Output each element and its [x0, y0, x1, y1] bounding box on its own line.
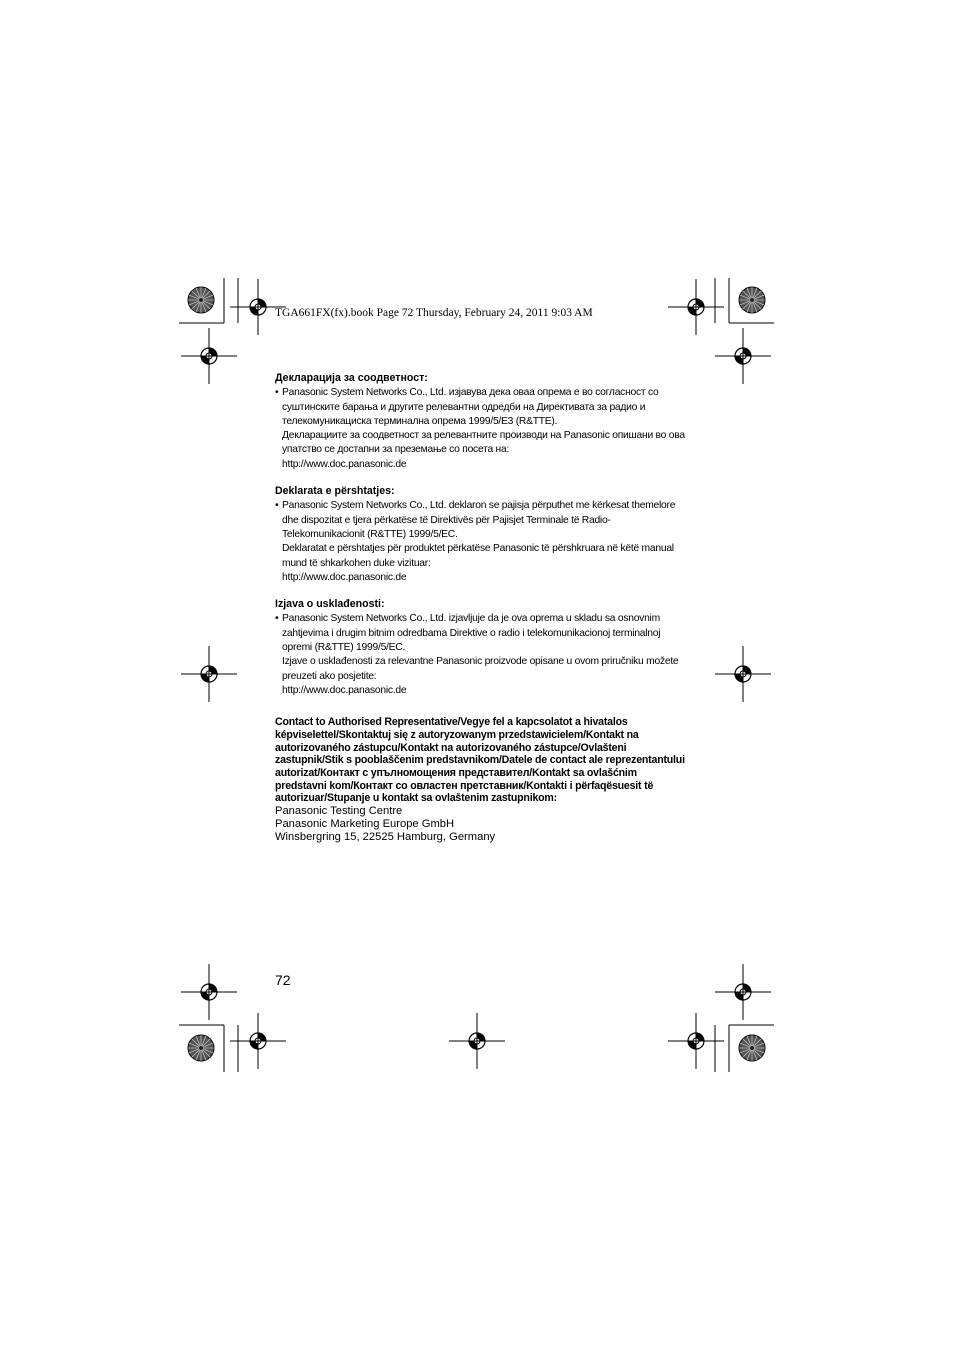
- crosshair-registration-icon: [181, 328, 237, 384]
- top-right-marks: [668, 278, 774, 384]
- contact-line: Panasonic Marketing Europe GmbH: [275, 818, 455, 831]
- starburst-target-icon: [739, 287, 765, 313]
- contact-line: Panasonic Testing Centre: [275, 805, 403, 818]
- section-url: http://www.doc.panasonic.de: [282, 458, 407, 470]
- crosshair-registration-icon: [715, 328, 771, 384]
- print-header: TGA661FX(fx).book Page 72 Thursday, February 24, 2011 9:03 AM: [275, 307, 593, 319]
- crosshair-registration-icon: [181, 964, 237, 1020]
- declaration-section-mk: [275, 371, 685, 472]
- bullet-icon: •: [275, 500, 279, 512]
- section-url: http://www.doc.panasonic.de: [282, 571, 407, 583]
- bottom-right-marks: [668, 964, 774, 1072]
- declaration-section-bs: [275, 597, 685, 698]
- top-left-marks: [179, 278, 286, 384]
- starburst-target-icon: [188, 287, 214, 313]
- contact-title: Contact to Authorised Representative/Vegye fel a kapcsolatot a hivatalos képviselettel/Skontaktuj się z autoryzowanym przedstawicielem/Kontakt na autorizovaného zástupcu/Kontakt na autorizovaného zástupce/Ovlašteni zastupnik/Stik s pooblaščenim predstavnikom/Datele de contact ale reprezentantului autorizat/Контакт с упълномощения представител/Kontakt sa ovlašćnim predstavni kom/Контакт со овластен претставник/Kontakti i përfaqësuesit të autorizuar/Stupanje u kontakt sa ovlaštenim zastupnikom:: [275, 716, 685, 805]
- starburst-target-icon: [188, 1035, 214, 1061]
- bullet-item: [275, 386, 685, 472]
- page-number: 72: [275, 972, 291, 988]
- crosshair-registration-icon: [449, 1013, 505, 1069]
- section-url: http://www.doc.panasonic.de: [282, 684, 407, 696]
- crosshair-registration-icon: [668, 1013, 724, 1069]
- bottom-left-marks: [179, 964, 286, 1072]
- bullet-item: [275, 612, 685, 698]
- crosshair-registration-icon: [715, 646, 771, 702]
- crosshair-registration-icon: [668, 279, 724, 335]
- section-note: Deklaratat e përshtatjes për produktet përkatëse Panasonic të përshkruara në këtë manual mund të shkarkohen duke vizituar:: [282, 543, 674, 569]
- section-body: Panasonic System Networks Co., Ltd. deklaron se pajisja përputhet me kërkesat themelore dhe dispozitat e tjera përkatëse të Direktivës për Pajisjet Terminale të Radio-Telekomunikacionit (R&TTE) 1999/5/EC.: [282, 500, 676, 540]
- crosshair-registration-icon: [181, 646, 237, 702]
- bullet-icon: •: [275, 613, 279, 625]
- contact-representative: [275, 716, 685, 844]
- bullet-item: [275, 499, 685, 585]
- contact-line: Winsbergring 15, 22525 Hamburg, Germany: [275, 831, 496, 844]
- section-title: Deklarata e përshtatjes:: [275, 485, 395, 498]
- bullet-icon: •: [275, 387, 279, 399]
- section-title: Декларација за соодветност:: [275, 372, 428, 384]
- page-content: [275, 371, 685, 844]
- section-body: Panasonic System Networks Co., Ltd. izjavljuje da je ova oprema u skladu sa osnovnim zahtjevima i drugim bitnim odredbama Direktive o radio i telekomunikacionoj terminalnoj opremi (R&TTE) 1999/5/EC.: [282, 613, 661, 654]
- section-note: Izjave o usklađenosti za relevantne Panasonic proizvode opisane u ovom priručniku možete preuzeti ako posjetite:: [282, 656, 679, 682]
- contact-address: [275, 805, 685, 844]
- section-title: Izjava o usklađenosti:: [275, 598, 385, 611]
- section-note: Декларациите за соодветност за релевантните производи на Panasonic опишани во ова упатство се достапни за преземање со посета на:: [282, 430, 685, 456]
- declaration-section-sq: [275, 484, 685, 585]
- crosshair-registration-icon: [715, 964, 771, 1020]
- starburst-target-icon: [739, 1035, 765, 1061]
- section-body: Panasonic System Networks Co., Ltd. изјавува дека оваа опрема е во согласност со суштинските барања и другите релевантни одредби на Директивата за радио и телекомуникациска терминална опрема 1999/5/Е3 (R&TTE).: [282, 387, 659, 427]
